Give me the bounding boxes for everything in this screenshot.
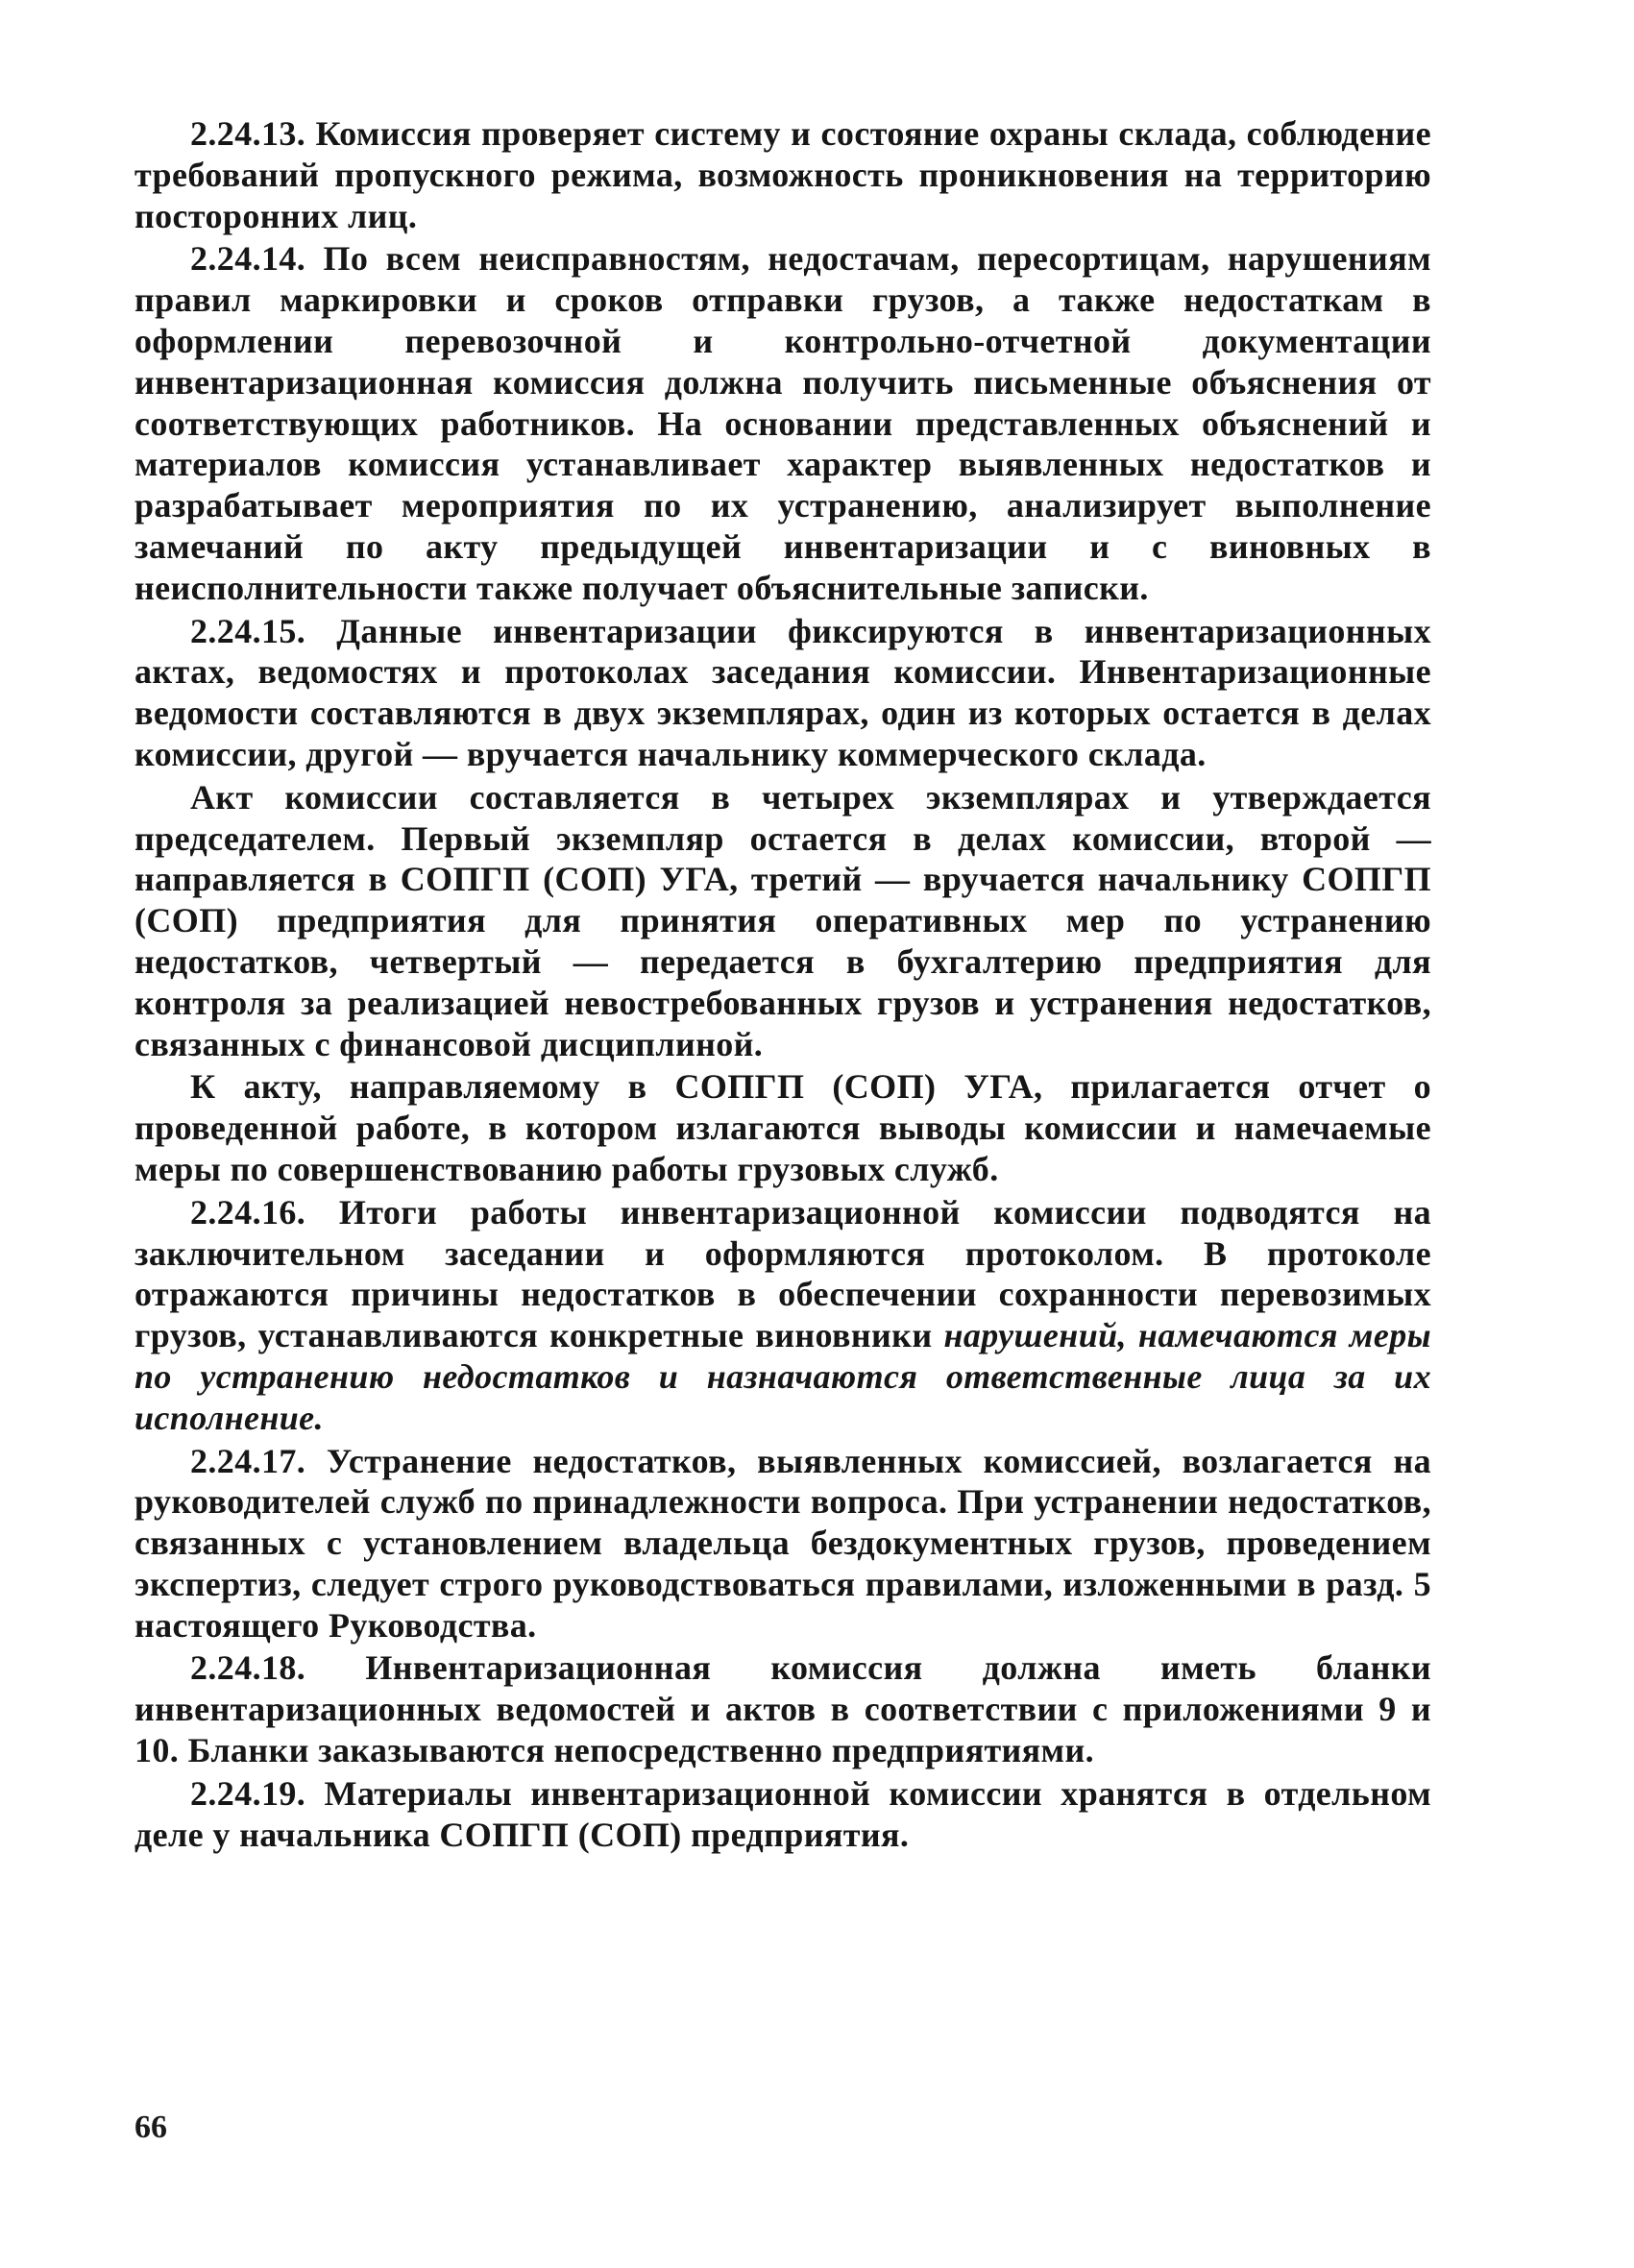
paragraph-2-24-16-emphasis: нарушений, намечаются меры по устранению недостатков и назначаются ответственные лица за их исполнение. xyxy=(134,1316,1431,1437)
paragraph-2-24-19: 2.24.19. Материалы инвентаризационной комиссии хранятся в отдельном деле у начальника СОПГП (СОП) предприятия. xyxy=(134,1773,1431,1854)
paragraph-act-report: К акту, направляемому в СОПГП (СОП) УГА, прилагается отчет о проведенной работе, в котором излагаются выводы комиссии и намечаемые меры по совершенствованию работы грузовых служб. xyxy=(134,1067,1431,1188)
paragraph-2-24-16 xyxy=(134,1192,1431,1439)
document-page xyxy=(134,113,1431,2188)
paragraph-2-24-18: 2.24.18. Инвентаризационная комиссия должна иметь бланки инвентаризационных ведомостей и актов в соответствии с приложениями 9 и 10. Бланки заказываются непосредственно предприятиями. xyxy=(134,1648,1431,1770)
paragraph-2-24-17: 2.24.17. Устранение недостатков, выявленных комиссией, возлагается на руководителей служб по принадлежности вопроса. При устранении недостатков, связанных с установлением владельца бездокументных грузов, проведением экспертиз, следует строго руководствоваться правилами, изложенными в разд. 5 настоящего Руководства. xyxy=(134,1441,1431,1645)
paragraph-act-distribution: Акт комиссии составляется в четырех экземплярах и утверждается председателем. Первый экземпляр остается в делах комиссии, второй — направляется в СОПГП (СОП) УГА, третий — вручается начальнику СОПГП (СОП) предприятия для принятия оперативных мер по устранению недостатков, четвертый — передается в бухгалтерию предприятия для контроля за реализацией невостребованных грузов и устранения недостатков, связанных с финансовой дисциплиной. xyxy=(134,777,1431,1063)
paragraph-2-24-14: 2.24.14. По всем неисправностям, недостачам, пересортицам, нарушениям правил маркировки и сроков отправки грузов, а также недостаткам в оформлении перевозочной и контрольно-отчетной документации инвентаризационная комиссия должна получить письменные объяснения от соответствующих работников. На основании представленных объяснений и материалов комиссия устанавливает характер выявленных недостатков и разрабатывает мероприятия по их устранению, анализирует выполнение замечаний по акту предыдущей инвентаризации и с виновных в неисполнительности также получает объяснительные записки. xyxy=(134,239,1431,607)
paragraph-2-24-13: 2.24.13. Комиссия проверяет систему и состояние охраны склада, соблюдение требований пропускного режима, возможность проникновения на территорию посторонних лиц. xyxy=(134,114,1431,235)
paragraph-2-24-16-text: 2.24.16. Итоги работы инвентаризационной комиссии подводятся на заключительном заседании и оформляются протоколом. В протоколе отражаются причины недостатков в обеспечении сохранности перевозимых грузов, устанавливаются конкретные виновники xyxy=(134,1192,1431,1355)
paragraph-2-24-15: 2.24.15. Данные инвентаризации фиксируются в инвентаризационных актах, ведомостях и протоколах заседания комиссии. Инвентаризационные ведомости составляются в двух экземплярах, один из которых остается в делах комиссии, другой — вручается начальнику коммерческого склада. xyxy=(134,611,1431,773)
page-number: 66 xyxy=(134,2109,167,2145)
